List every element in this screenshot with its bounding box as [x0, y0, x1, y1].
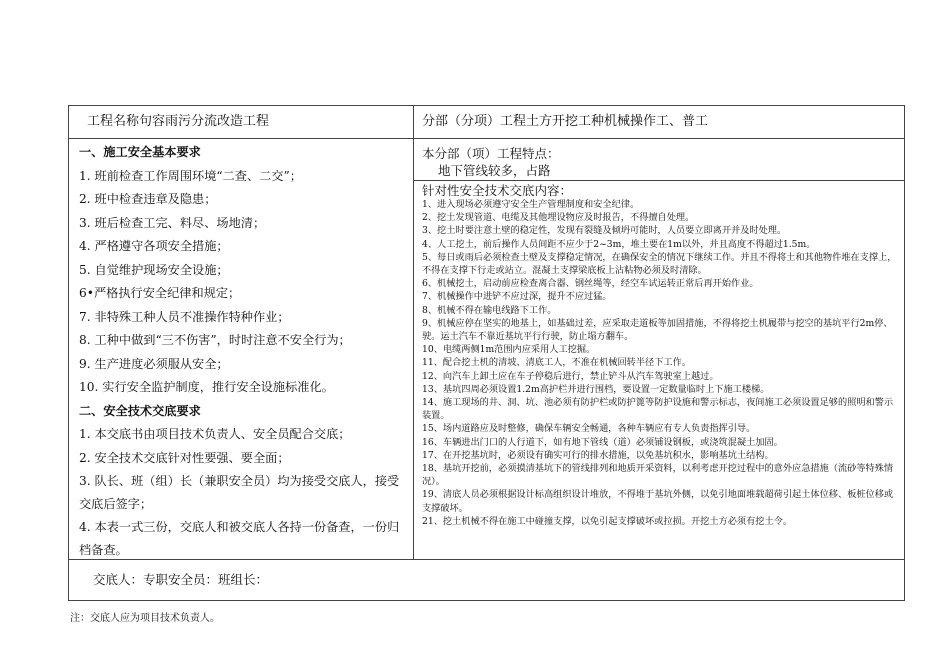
measure-item: 3、挖土时要注意土壁的稳定性，发现有裂缝及倾坍可能时，人员要立即离开并及时处理。 — [422, 225, 787, 237]
basic-requirements-title: 一、施工安全基本要求 — [79, 145, 201, 159]
measure-item: 10、电缆两侧1m范围内应采用人工挖掘。 — [422, 344, 596, 356]
basic-requirement-item: 3. 班后检查工完、料尽、场地清； — [79, 215, 266, 230]
measure-item: 21、挖土机械不得在施工中碰撞支撑，以免引起支撑破坏或拉损。开挖土方必须有挖土令。 — [422, 515, 793, 527]
measure-item: 16、车辆进出门口的人行道下，如有地下管线（道）必须铺设钢板，或浇筑混凝土加固。 — [422, 436, 783, 448]
basic-requirement-item: 6•严格执行安全纪律和规定； — [79, 286, 241, 300]
basic-requirement-item: 10. 实行安全监护制度，推行安全设施标准化。 — [79, 380, 334, 394]
measures-title: 针对性安全技术交底内容： — [422, 183, 573, 198]
details-column — [414, 139, 904, 559]
basic-requirement-item: 5. 自觉维护现场安全设施； — [79, 262, 229, 277]
measure-item: 6、机械挖土，启动前应检查离合器、钢丝绳等，经空车试运转正常后再开始作业。 — [422, 278, 759, 290]
measure-item: 12、向汽车上卸土应在车子停稳后进行，禁止铲斗从汽车驾驶室上越过。 — [422, 370, 719, 382]
disclosure-requirement-item: 2. 安全技术交底针对性要强、要全面； — [79, 450, 290, 465]
disclosure-requirements-title: 二、安全技术交底要求 — [79, 403, 201, 418]
footnote: 注：交底人应为项目技术负责人。 — [70, 613, 220, 624]
features-content: 地下管线较多，占路 — [438, 163, 551, 178]
measure-item: 13、基坑四周必须设置1.2m高护栏并进行围档，要设置一定数量临时上下施工楼梯。 — [422, 383, 770, 395]
disclosure-requirement-item: 3. 队长、班（组）长（兼职安全员）均为接受交底人，接受交底后签字； — [79, 474, 400, 511]
requirements-column — [69, 139, 414, 559]
measure-item: 8、机械不得在输电线路下工作。 — [422, 304, 557, 316]
features-title: 本分部（项）工程特点： — [422, 146, 560, 161]
basic-requirement-item: 9. 生产进度必须服从安全； — [79, 356, 229, 371]
project-name: 工程名称句容雨污分流改造工程 — [69, 106, 414, 138]
measure-item: 7、机械操作中进铲不应过深，提升不应过猛。 — [422, 291, 612, 303]
basic-requirement-item: 7. 非特殊工种人员不准操作特种作业； — [79, 309, 290, 324]
measure-item: 2、挖土发现管道、电缆及其他埋设物应及时报告，不得擅自处理。 — [422, 212, 695, 224]
signature-row: 交底人：专职安全员：班组长： — [93, 572, 269, 587]
basic-requirement-item: 4. 严格遵守各项安全措施； — [79, 239, 229, 253]
disclosure-requirement-item: 1. 本交底书由项目技术负责人、安全员配合交底； — [79, 427, 351, 441]
basic-requirement-item: 1. 班前检查工作周围环境“二查、二交”； — [79, 168, 302, 183]
measure-item: 1、进入现场必须遵守安全生产管理制度和安全纪律。 — [422, 199, 640, 210]
safety-measures — [414, 181, 904, 528]
measure-item: 15、场内道路应及时整修，确保车辆安全畅通，各种车辆应有专人负责指挥引导。 — [422, 423, 756, 435]
measure-item: 4、人工挖土，前后操作人员间距不应少于2~3m，堆土要在1m以外，并且高度不得超过1.5m。 — [422, 238, 816, 250]
project-features — [414, 139, 904, 181]
basic-requirement-item: 2. 班中检查违章及隐患； — [79, 192, 217, 206]
measure-item: 14、施工现场的井、洞、坑、池必须有防护栏或防护篦等防护设施和警示标志，夜间施工必须设置足够的照明和警示装置。 — [422, 397, 894, 422]
measure-item: 17、在开挖基坑时，必须设有确实可行的排水措施，以免基坑积水，影响基坑土结构。 — [422, 449, 774, 461]
form-header-row — [69, 106, 904, 139]
form-body-row — [69, 139, 904, 560]
disclosure-requirement-item: 4. 本表一式三份，交底人和被交底人各持一份备查，一份归档备查。 — [79, 520, 400, 557]
measure-item: 11、配合挖土机的清坡、清底工人，不准在机械回转半径下工作。 — [422, 357, 691, 369]
measure-item: 19、清底人员必须根据设计标高组织设计堆放，不得堆于基坑外侧，以免引地面堆载超荷引起土体位移、板桩位移或支撑破坏。 — [422, 489, 894, 514]
measure-item: 18、基坑开挖前，必须摸清基坑下的管线排列和地质开采资料，以利考虑开挖过程中的意外应急措施（流砂等特殊情况）。 — [422, 463, 894, 488]
disclosure-form — [68, 105, 905, 601]
measure-item: 9、机械应停在坚实的地基上，如基础过差，应采取走道板等加固措施，不得将挖土机履带与挖空的基坑平行2m停、驶。运土汽车不靠近基坑平行行驶，防止塌方翻车。 — [422, 317, 893, 343]
measure-item: 5、每日或雨后必须检查土壁及支撑稳定情况，在确保安全的情况下继续工作。并且不得将土和其他物件堆在支撑上，不得在支撑下行走或站立。混凝土支撑梁底板上沾粘物必须及时清除。 — [422, 251, 897, 277]
work-type: 分部（分项）工程土方开挖工种机械操作工、普工 — [422, 114, 709, 129]
basic-requirement-item: 8. 工种中做到“三不伤害”，时时注意不安全行为； — [79, 333, 351, 347]
